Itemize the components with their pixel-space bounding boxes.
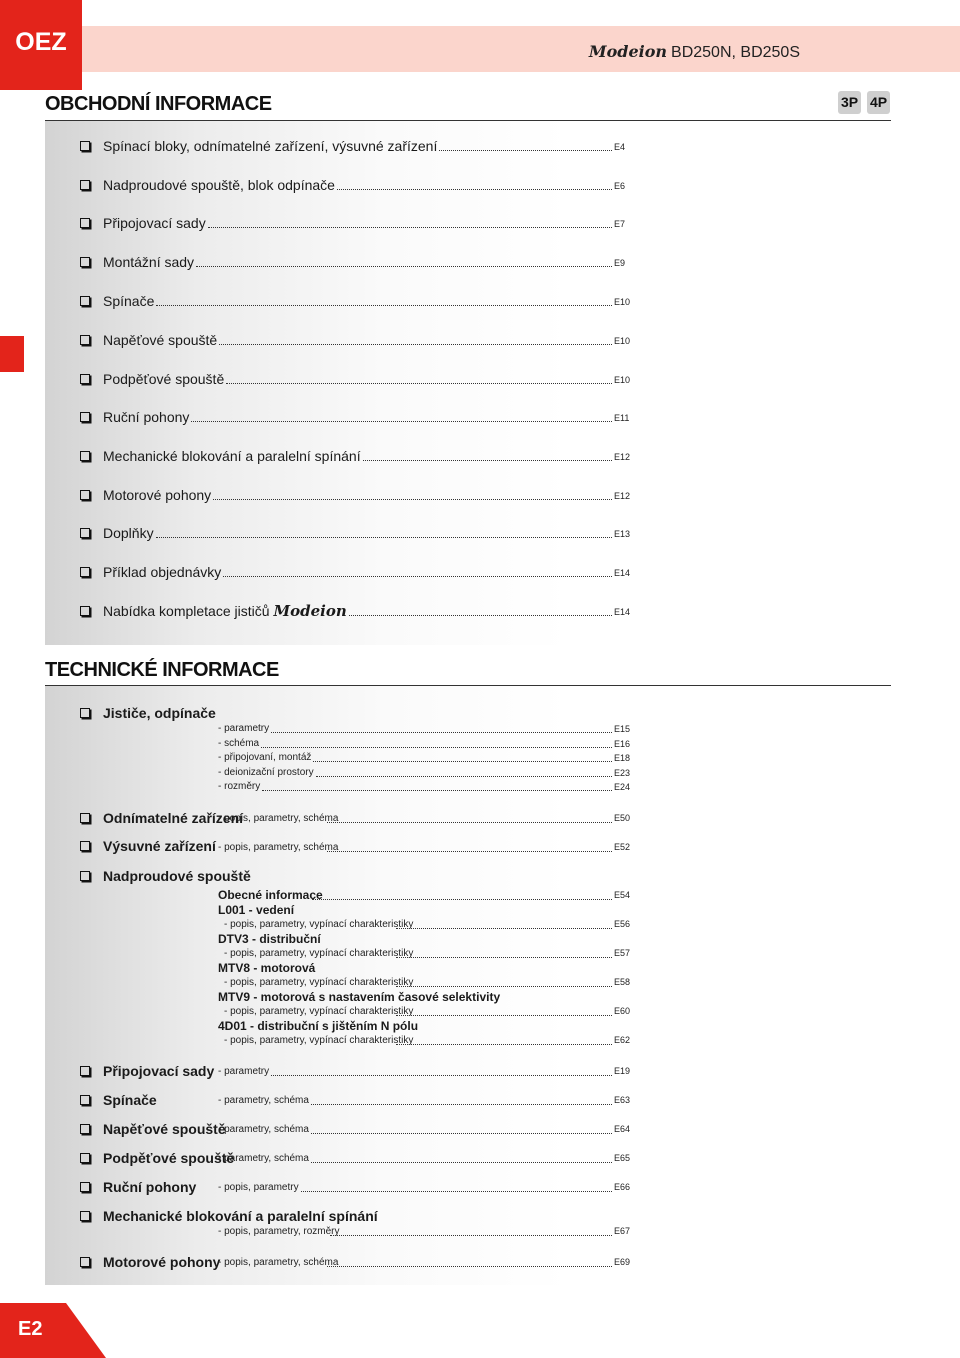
dot-leader: [226, 383, 612, 384]
entry-label: Ruční pohony: [103, 409, 190, 425]
checkbox-icon: [80, 180, 90, 190]
product-models: BD250N, BD250S: [671, 44, 800, 61]
toc-entry-motor[interactable]: [80, 1253, 640, 1273]
page-ref: E65: [614, 1153, 631, 1163]
brand-logo: Modeion: [273, 602, 347, 620]
page-ref: E50: [614, 813, 631, 823]
dot-leader: [262, 790, 612, 791]
page-ref: E18: [614, 753, 631, 763]
toc-entry[interactable]: [80, 1062, 640, 1082]
trip-unit-name[interactable]: DTV3 - distribuční: [218, 932, 321, 946]
product-title: [589, 42, 800, 62]
dot-leader: [311, 1104, 612, 1105]
trip-unit-name[interactable]: L001 - vedení: [218, 903, 295, 917]
page-ref: E10: [614, 336, 631, 346]
page-ref: E62: [614, 1035, 631, 1045]
toc-entry-removable[interactable]: [80, 809, 640, 829]
toc-entry[interactable]: [80, 524, 640, 544]
dot-leader: [337, 189, 612, 190]
entry-label: Příklad objednávky: [103, 564, 222, 580]
entry-label: Výsuvné zařízení: [103, 838, 216, 854]
toc-entry[interactable]: [80, 214, 640, 234]
trip-unit-name[interactable]: MTV8 - motorová: [218, 961, 316, 975]
dot-leader: [219, 344, 612, 345]
side-marker: [0, 336, 24, 372]
entry-desc: - popis, parametry, rozměry: [218, 1226, 340, 1237]
page-ref: E12: [614, 491, 631, 501]
dot-leader: [156, 537, 612, 538]
page-ref: E58: [614, 977, 631, 987]
dot-leader: [312, 899, 612, 900]
checkbox-icon: [80, 490, 90, 500]
page-ref: E54: [614, 890, 631, 900]
entry-label: Motorové pohony: [103, 487, 212, 503]
general-info-label[interactable]: Obecné informace: [218, 888, 323, 902]
trip-unit-desc: - popis, parametry, vypínací charakteristiky: [224, 977, 414, 988]
entry-label: Připojovací sady: [103, 1063, 215, 1079]
sub-item-label[interactable]: - rozměry: [218, 781, 261, 792]
entry-label: Spínací bloky, odnímatelné zařízení, výsuvné zařízení: [103, 138, 438, 154]
page-ref: E11: [614, 413, 630, 423]
dot-leader: [396, 1044, 612, 1045]
entry-desc: - parametry, schéma: [218, 1095, 309, 1106]
entry-label: Spínače: [103, 1092, 157, 1108]
checkbox-icon: [80, 1124, 90, 1134]
toc-entry[interactable]: [80, 137, 640, 157]
checkbox-icon: [80, 257, 90, 267]
checkbox-icon: [80, 1153, 90, 1163]
entry-label: Podpěťové spouště: [103, 1150, 235, 1166]
trip-unit-desc: - popis, parametry, vypínací charakteristiky: [224, 919, 414, 930]
entry-label: [103, 602, 347, 620]
dot-leader: [313, 761, 612, 762]
entry-label: Napěťové spouště: [103, 1121, 226, 1137]
sub-item-label[interactable]: - schéma: [218, 737, 260, 749]
page-ref: E4: [614, 142, 626, 152]
toc-entry[interactable]: [80, 1091, 640, 1111]
page-ref: E52: [614, 842, 631, 852]
logo-block: [0, 0, 82, 90]
checkbox-icon: [80, 1095, 90, 1105]
checkbox-icon: [80, 335, 90, 345]
dot-leader: [271, 732, 612, 733]
checkbox-icon: [80, 813, 90, 823]
dot-leader: [363, 460, 612, 461]
page-ref: E13: [614, 529, 631, 539]
brand-logo: Modeion: [588, 42, 668, 61]
page-ref: E67: [614, 1226, 631, 1236]
checkbox-icon: [80, 296, 90, 306]
entry-label: Jističe, odpínače: [103, 705, 216, 721]
dot-leader: [327, 851, 612, 852]
trip-unit-desc: - popis, parametry, vypínací charakteristiky: [224, 948, 414, 959]
checkbox-icon: [80, 1257, 90, 1267]
checkbox-icon: [80, 871, 90, 881]
checkbox-icon: [80, 1211, 90, 1221]
page-number: E2: [18, 1318, 43, 1340]
page-ref: E60: [614, 1006, 631, 1016]
dot-leader: [396, 928, 612, 929]
entry-desc: - popis, parametry, schéma: [218, 813, 339, 824]
checkbox-icon: [80, 1066, 90, 1076]
entry-label: Motorové pohony: [103, 1254, 221, 1270]
page-ref: E16: [614, 738, 631, 749]
entry-label: Mechanické blokování a paralelní spínání: [103, 1208, 378, 1224]
entry-label-text: Nabídka kompletace jističů: [103, 603, 270, 619]
entry-desc: - parametry: [218, 1066, 270, 1077]
checkbox-icon: [80, 841, 90, 851]
toc-entry[interactable]: [80, 1178, 640, 1198]
toc-entry[interactable]: [80, 602, 640, 622]
entry-desc: - popis, parametry, schéma: [218, 1257, 339, 1268]
page-ref: E10: [614, 375, 631, 385]
page-ref: E14: [614, 607, 631, 617]
page-ref: E15: [614, 724, 631, 734]
entry-label: Nadproudové spouště, blok odpínače: [103, 177, 335, 193]
entry-label: Mechanické blokování a paralelní spínání: [103, 448, 361, 464]
dot-leader: [327, 1266, 612, 1267]
dot-leader: [396, 986, 612, 987]
page-ref: E56: [614, 919, 631, 929]
toc-entry[interactable]: [80, 370, 640, 390]
page-ref: E7: [614, 219, 626, 229]
page-ref: E19: [614, 1066, 631, 1076]
dot-leader: [349, 615, 612, 616]
checkbox-icon: [80, 451, 90, 461]
dot-leader: [156, 305, 612, 306]
page-ref: E14: [614, 568, 631, 578]
checkbox-icon: [80, 412, 90, 422]
section-title-technical: TECHNICKÉ INFORMACE: [45, 659, 279, 681]
dot-leader: [327, 822, 612, 823]
sub-item-label[interactable]: - parametry: [218, 723, 270, 734]
toc-entry[interactable]: [80, 408, 640, 428]
toc-entry-breakers[interactable]: [80, 704, 640, 724]
page-ref: E6: [614, 181, 626, 191]
dot-leader: [311, 1162, 612, 1163]
entry-label: Odnímatelné zařízení: [103, 810, 244, 826]
toc-entry[interactable]: [80, 447, 640, 467]
section-title-commercial: OBCHODNÍ INFORMACE: [45, 93, 272, 115]
trip-unit-desc: - popis, parametry, vypínací charakteristiky: [224, 1006, 414, 1017]
trip-unit-name[interactable]: MTV9 - motorová s nastavením časové selektivity: [218, 990, 501, 1004]
trip-unit-desc: - popis, parametry, vypínací charakteristiky: [224, 1035, 414, 1046]
dot-leader: [261, 747, 612, 748]
checkbox-icon: [80, 141, 90, 151]
toc-entry[interactable]: [80, 292, 640, 312]
toc-entry[interactable]: [80, 486, 640, 506]
dot-leader: [223, 576, 612, 577]
entry-desc: - popis, parametry: [218, 1182, 299, 1193]
toc-entry-mechanical[interactable]: [80, 1207, 640, 1227]
header-band: [82, 26, 960, 72]
entry-label: Ruční pohony: [103, 1179, 197, 1195]
toc-entry[interactable]: [80, 1120, 640, 1140]
dot-leader: [396, 1015, 612, 1016]
badge-4p: 4P: [867, 91, 890, 114]
entry-desc: - parametry, schéma: [218, 1153, 309, 1164]
dot-leader: [191, 421, 612, 422]
page-ref: E66: [614, 1182, 631, 1192]
page-ref: E23: [614, 767, 631, 778]
toc-entry[interactable]: [80, 563, 640, 583]
toc-entry-overcurrent[interactable]: [80, 867, 640, 887]
page-ref: E64: [614, 1124, 631, 1134]
dot-leader: [311, 1133, 612, 1134]
entry-label: Montážní sady: [103, 254, 195, 270]
toc-entry[interactable]: [80, 1149, 640, 1169]
badge-3p: 3P: [838, 91, 861, 114]
page-ref: E57: [614, 948, 631, 958]
dot-leader: [213, 499, 612, 500]
checkbox-icon: [80, 374, 90, 384]
page-ref: E24: [614, 782, 631, 792]
page-ref: E69: [614, 1257, 631, 1267]
dot-leader: [271, 1075, 612, 1076]
page-ref: E10: [614, 297, 631, 307]
entry-label: Spínače: [103, 293, 155, 309]
entry-desc: - parametry, schéma: [218, 1124, 309, 1135]
checkbox-icon: [80, 218, 90, 228]
page-ref: E63: [614, 1095, 631, 1105]
trip-unit-name[interactable]: 4D01 - distribuční s jištěním N pólu: [218, 1019, 419, 1033]
toc-entry-withdrawable[interactable]: [80, 837, 640, 857]
page-ref: E12: [614, 452, 631, 462]
toc-entry[interactable]: [80, 253, 640, 273]
entry-label: Doplňky: [103, 525, 154, 541]
toc-entry[interactable]: [80, 331, 640, 351]
dot-leader: [316, 776, 612, 777]
checkbox-icon: [80, 708, 90, 718]
dot-leader: [330, 1235, 612, 1236]
checkbox-icon: [80, 606, 90, 616]
dot-leader: [301, 1191, 612, 1192]
toc-entry[interactable]: [80, 176, 640, 196]
entry-label: Připojovací sady: [103, 215, 206, 231]
dot-leader: [396, 957, 612, 958]
sub-item-label[interactable]: - připojovaní, montáž: [218, 752, 312, 763]
sub-item-label[interactable]: - deionizační prostory: [218, 766, 314, 778]
dot-leader: [439, 150, 612, 151]
checkbox-icon: [80, 1182, 90, 1192]
dot-leader: [208, 227, 612, 228]
entry-desc: - popis, parametry, schéma: [218, 842, 339, 853]
entry-label: Napěťové spouště: [103, 332, 218, 348]
oez-logo: OEZ: [15, 28, 67, 56]
checkbox-icon: [80, 567, 90, 577]
checkbox-icon: [80, 528, 90, 538]
page-number-tab: [0, 1303, 110, 1358]
dot-leader: [196, 266, 612, 267]
page-ref: E9: [614, 258, 626, 268]
entry-label: Podpěťové spouště: [103, 371, 225, 387]
entry-label: Nadproudové spouště: [103, 868, 251, 884]
